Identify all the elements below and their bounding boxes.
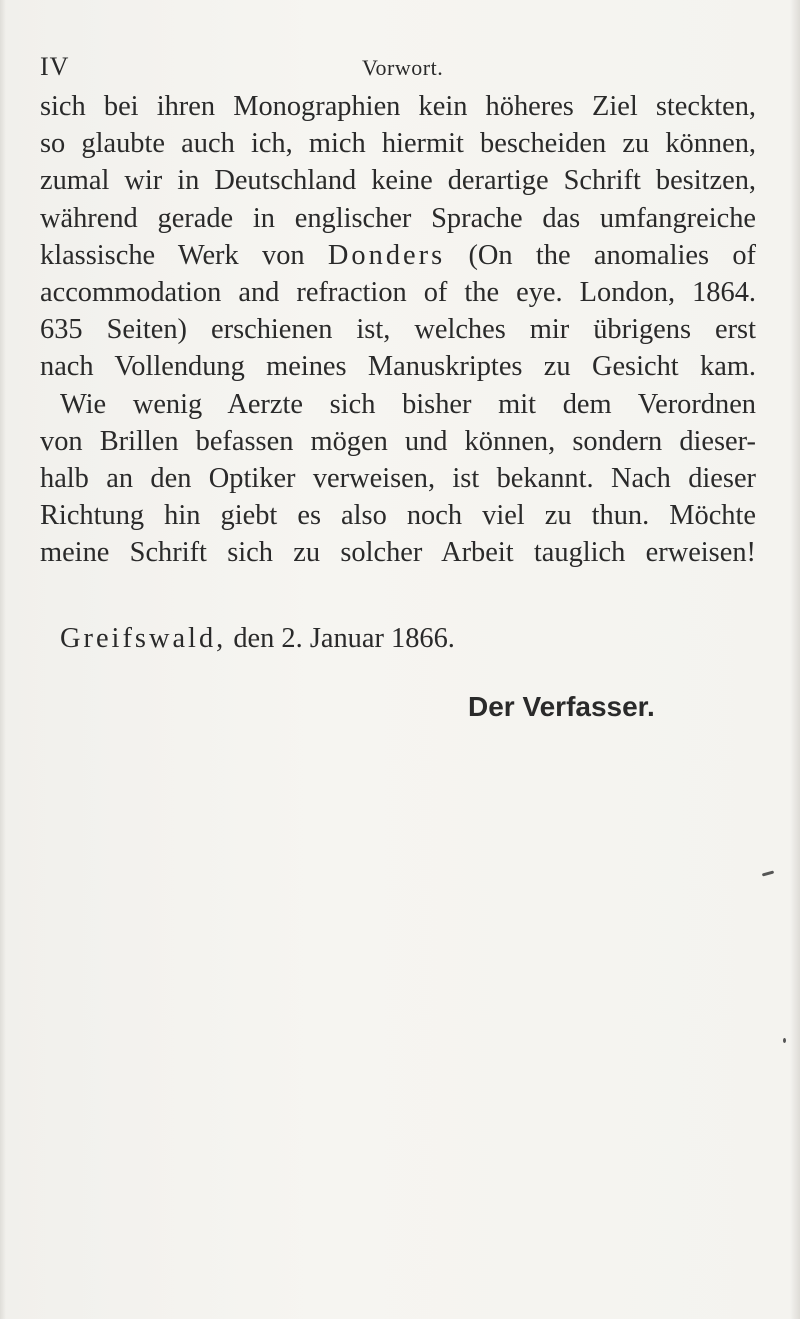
text-line: nach Vollendung meines Manuskriptes zu Gesicht kam. bbox=[40, 351, 756, 383]
author-name-donders: Donders bbox=[327, 239, 446, 271]
text-line bbox=[40, 237, 756, 274]
text-line: Richtung hin giebt es also noch viel zu thun. Möchte bbox=[40, 500, 756, 532]
page-gutter-shadow bbox=[0, 0, 6, 1319]
text-line: 635 Seiten) erschienen ist, welches mir übrigens erst bbox=[40, 314, 756, 346]
text-line: zumal wir in Deutschland keine derartige Schrift besitzen, bbox=[40, 165, 756, 197]
text-line: von Brillen befassen mögen und können, sondern dieser- bbox=[40, 425, 756, 457]
paper-speck bbox=[783, 1038, 786, 1043]
signature: Der Verfasser. bbox=[468, 691, 655, 722]
dateline-place: Greifswald, bbox=[60, 623, 227, 654]
text-line: meine Schrift sich zu solcher Arbeit tauglich erweisen! bbox=[40, 537, 756, 569]
paper-speck bbox=[762, 870, 774, 876]
page-number: IV bbox=[40, 52, 70, 81]
dateline bbox=[60, 620, 455, 657]
page-edge-shadow bbox=[790, 0, 800, 1319]
text-line: accommodation and refraction of the eye. London, 1864. bbox=[40, 276, 756, 308]
dateline-date: den 2. Januar 1866. bbox=[233, 623, 455, 654]
text-line: halb an den Optiker verweisen, ist bekannt. Nach dieser bbox=[40, 462, 756, 494]
text-line: so glaubte auch ich, mich hiermit bescheiden zu können, bbox=[40, 128, 756, 160]
text-line: während gerade in englischer Sprache das umfangreiche bbox=[40, 202, 756, 234]
text-line: sich bei ihren Monographien kein höheres Ziel steckten, bbox=[40, 91, 756, 122]
text-segment: klassische Werk von bbox=[40, 239, 305, 271]
text-segment: (On the anomalies of bbox=[468, 239, 756, 271]
preface-text bbox=[40, 88, 756, 571]
header-title: Vorwort. bbox=[362, 55, 444, 80]
text-line: Wie wenig Aerzte sich bisher mit dem Verordnen bbox=[60, 388, 756, 420]
running-head bbox=[40, 52, 780, 82]
